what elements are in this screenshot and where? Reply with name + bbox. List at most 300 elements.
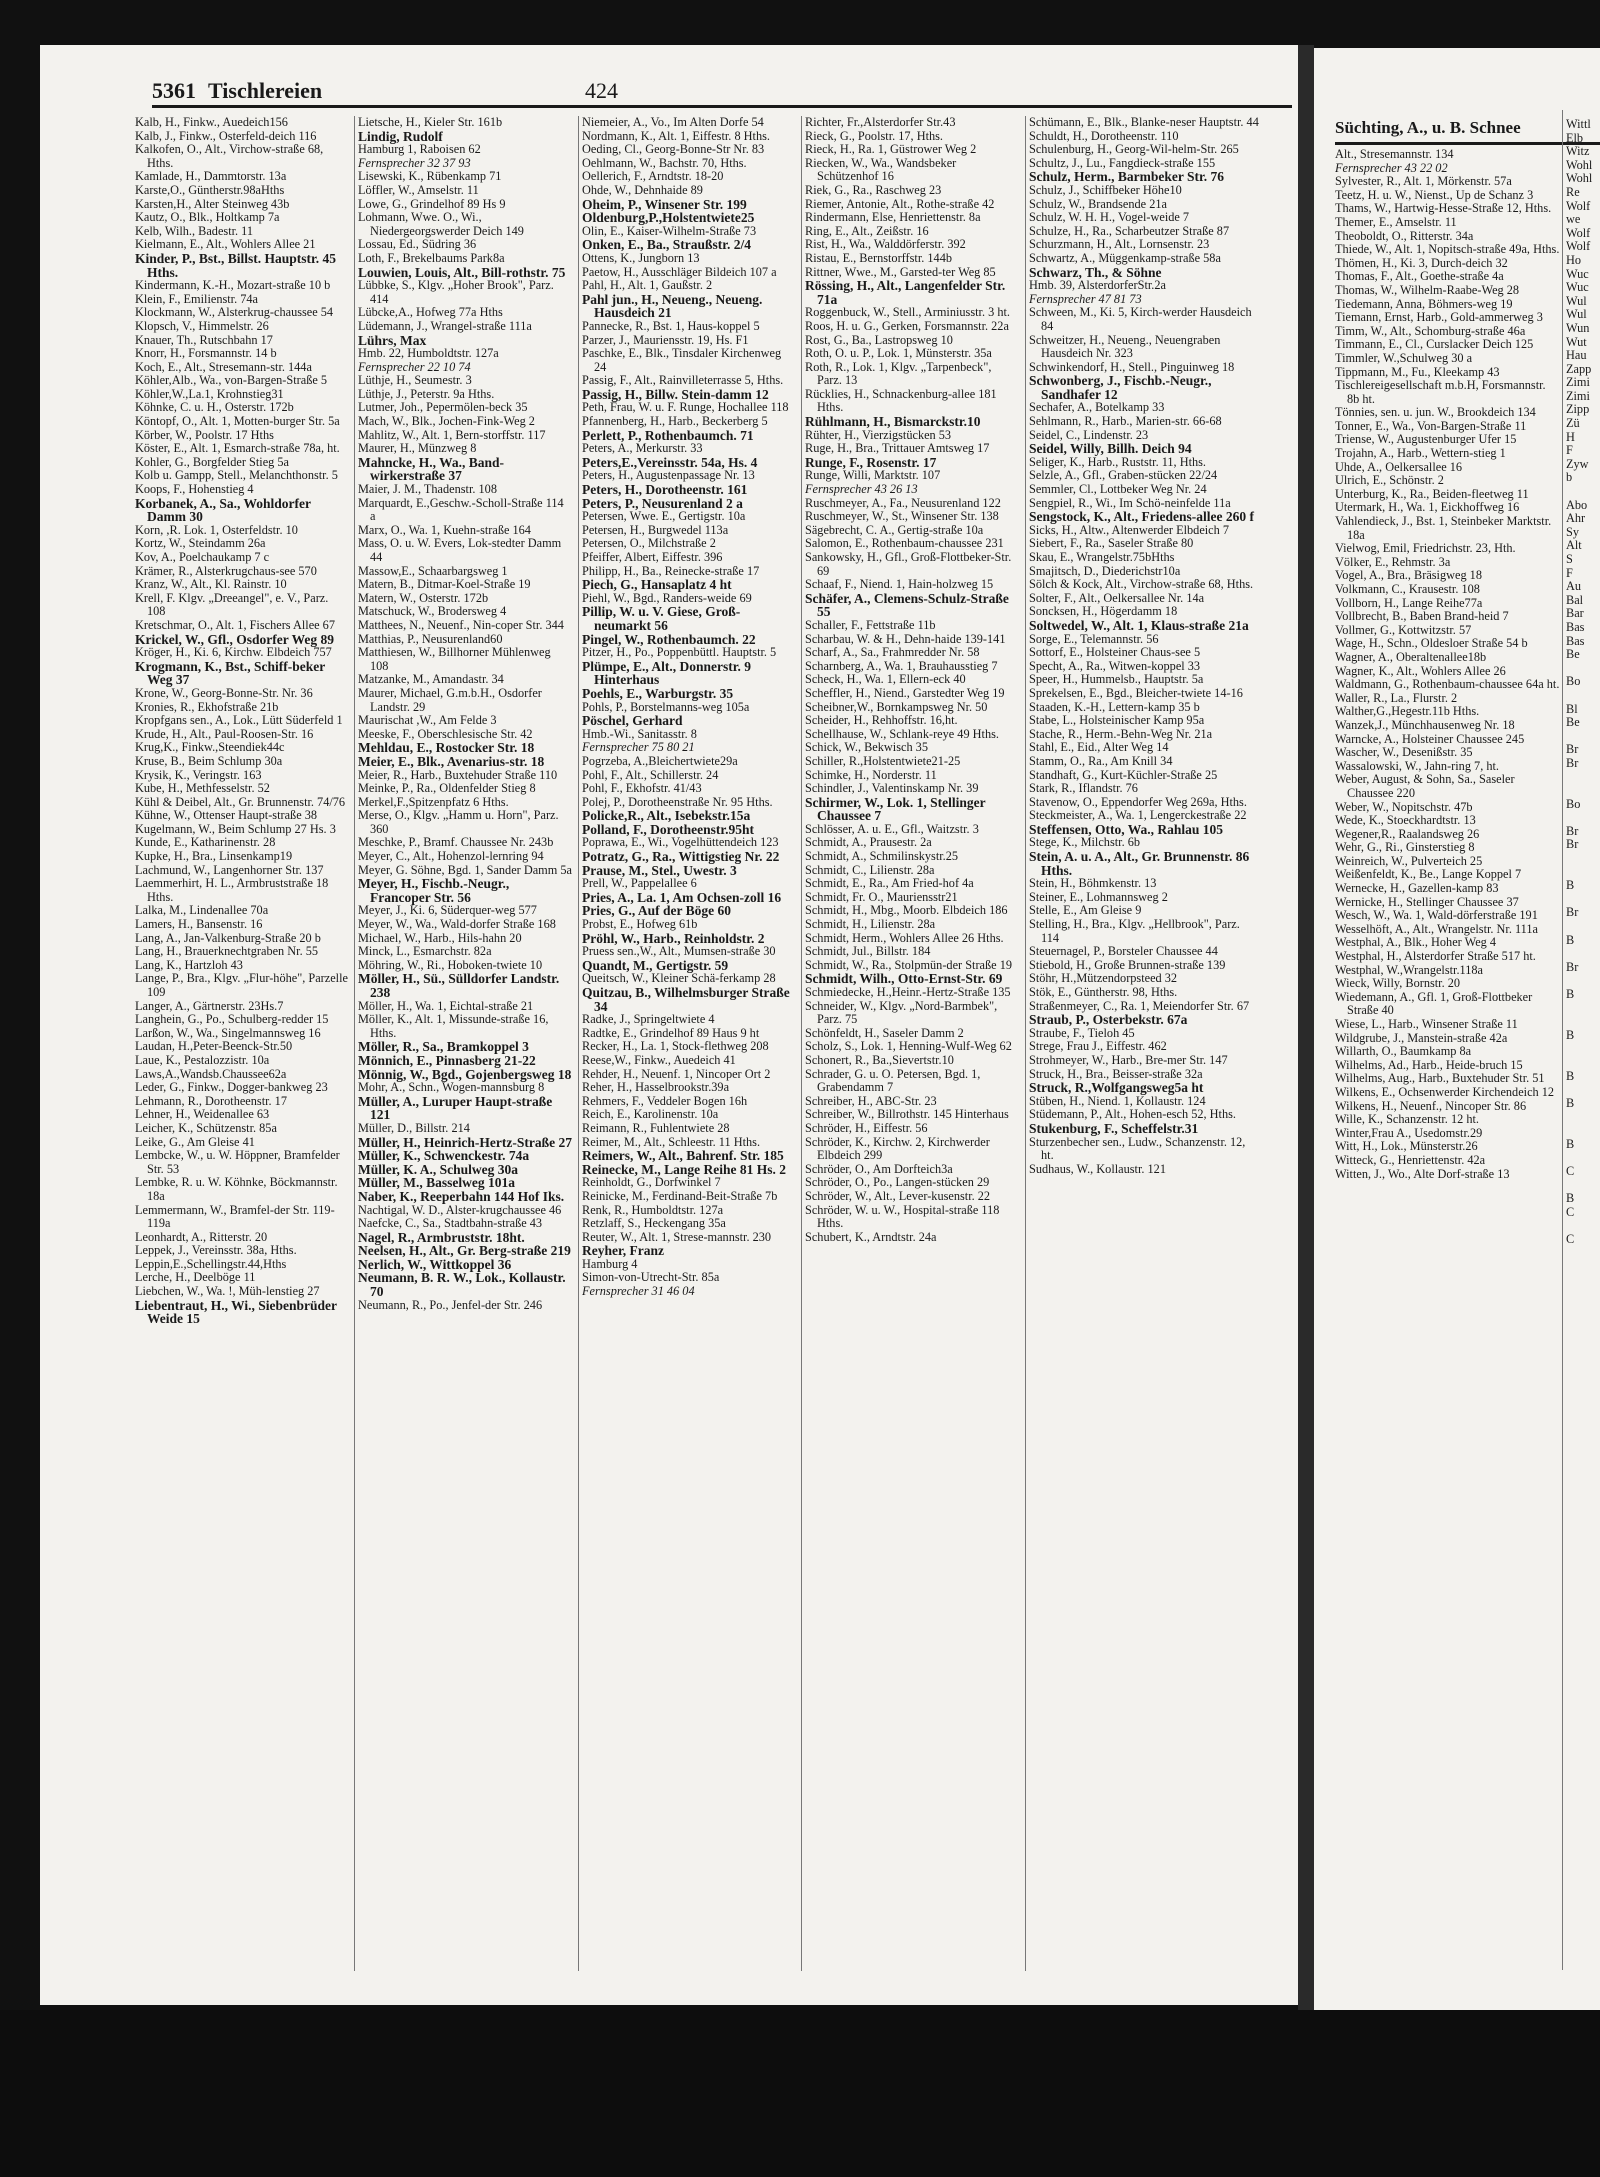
directory-entry-bold: Meyer, H., Fischb.-Neugr., Francoper Str. 56: [358, 876, 510, 905]
directory-entry: Matern, W., Osterstr. 172b: [358, 590, 489, 605]
directory-entry: Probst, E., Hofweg 61b: [582, 917, 698, 932]
directory-entry: Oehlmann, W., Bachstr. 70, Hths.: [582, 155, 747, 170]
directory-entry: Pohls, P., Borstelmanns-weg 105a: [582, 699, 750, 714]
directory-entry-bold: Müller, K. A., Schulweg 30a: [358, 1161, 519, 1177]
directory-entry: Tiedemann, Anna, Böhmers-weg 19: [1335, 296, 1513, 311]
directory-entry: Krug,K., Finkw.,Steendiek44c: [135, 740, 285, 755]
directory-entry: Kalkofen, O., Alt., Virchow-straße 68, Hths.: [135, 142, 324, 170]
directory-entry: Schneider, W., Klgv. „Nord-Barmbek", Parz. 75: [805, 998, 998, 1027]
edge-fragment: Ho: [1566, 252, 1582, 267]
edge-fragment: Br: [1566, 837, 1579, 852]
directory-entry: Ruge, H., Bra., Trittauer Amtsweg 17: [805, 441, 990, 456]
directory-entry: Witt, H., Lok., Münsterstr.26: [1335, 1139, 1478, 1154]
directory-entry: Wesch, W., Wa. 1, Wald-dörferstraße 191: [1335, 908, 1538, 923]
directory-entry: Schaller, F., Fettstraße 11b: [805, 617, 936, 632]
directory-entry: Lossau, Ed., Südring 36: [358, 237, 477, 252]
directory-entry: Sottorf, E., Holsteiner Chaus-see 5: [1029, 645, 1201, 660]
directory-entry: Lohmann, Wwe. O., Wi., Niedergeorgswerder Deich 149: [358, 210, 524, 238]
edge-fragment: S: [1566, 552, 1573, 566]
directory-entry: Vielwog, Emil, Friedrichstr. 23, Hth.: [1335, 541, 1516, 556]
directory-entry-bold: Pillip, W. u. V. Giese, Groß-neumarkt 56: [582, 604, 741, 633]
directory-entry: Sengpiel, R., Wi., Im Schö-neinfelde 11a: [1029, 495, 1231, 510]
edge-fragment: Zimi: [1566, 388, 1590, 403]
edge-fragment: B: [1566, 1027, 1575, 1042]
edge-fragment: Bo: [1566, 796, 1581, 811]
directory-entry: Kronies, R., Ekhofstraße 21b: [135, 699, 279, 714]
directory-entry-bold: Oldenburg,P.,Holstentwiete25: [582, 210, 755, 226]
right-page-column: [1335, 148, 1560, 1968]
directory-entry: Kröger, H., Ki. 6, Kirchw. Elbdeich 757: [135, 645, 332, 660]
directory-entry: Wascher, W., Desenißstr. 35: [1335, 745, 1473, 760]
directory-entry-bold: Rössing, H., Alt., Langenfelder Str. 71a: [805, 278, 1006, 307]
directory-entry: Kunde, E., Katharinenstr. 28: [135, 835, 276, 850]
directory-entry: Langer, A., Gärtnerstr. 23Hs.7: [135, 998, 284, 1013]
right-page-header: Süchting, A., u. B. Schnee: [1335, 118, 1521, 137]
edge-fragment: Wolf: [1566, 239, 1591, 254]
directory-entry: Krude, H., Alt., Paul-Roosen-Str. 16: [135, 726, 314, 741]
directory-entry: Walther,G.,Hegestr.11b Hths.: [1335, 704, 1480, 719]
edge-fragment: Ahr: [1566, 511, 1586, 526]
directory-entry: Lachmund, W., Langenhorner Str. 137: [135, 862, 324, 877]
directory-entry: Kamlade, H., Dammtorstr. 13a: [135, 169, 287, 184]
directory-entry: Schönfeldt, H., Saseler Damm 2: [805, 1025, 964, 1040]
phone-entry: Fernsprecher 22 10 74: [358, 359, 471, 374]
directory-entry: Larßon, W., Wa., Singelmannsweg 16: [135, 1025, 321, 1040]
directory-entry: Stök, E., Güntherstr. 98, Hths.: [1029, 985, 1178, 999]
directory-entry: Ruschmeyer, A., Fa., Neusurenland 122: [805, 495, 1001, 510]
directory-entry: Roggenbuck, W., Stell., Arminiusstr. 3 ht.: [805, 305, 1010, 320]
directory-entry: Standhaft, G., Kurt-Küchler-Straße 25: [1029, 767, 1218, 782]
edge-fragment: [1566, 866, 1600, 880]
directory-entry: Schaaf, F., Niend. 1, Hain-holzweg 15: [805, 577, 994, 592]
directory-entry: Kupke, H., Bra., Linsenkamp19: [135, 849, 293, 864]
directory-entry-bold: Quandt, M., Gertigstr. 59: [582, 957, 729, 973]
directory-entry: Steuernagel, P., Borsteler Chaussee 44: [1029, 944, 1218, 959]
directory-entry: Müller, D., Billstr. 214: [358, 1120, 470, 1135]
directory-entry: Kielmann, E., Alt., Wohlers Allee 21: [135, 237, 316, 252]
directory-entry-bold: Mahncke, H., Wa., Band-wirkerstraße 37: [358, 454, 505, 484]
directory-entry-bold: Steffensen, Otto, Wa., Rahlau 105: [1029, 821, 1224, 837]
directory-entry: Peters, A., Merkurstr. 33: [582, 441, 703, 456]
directory-entry: Schreiber, H., ABC-Str. 23: [805, 1093, 937, 1108]
directory-entry: Steckmeister, A., Wa. 1, Lengerckestraße 22: [1029, 808, 1247, 823]
directory-entry: Ottens, K., Jungborn 13: [582, 250, 700, 265]
edge-fragment: Br: [1566, 755, 1579, 770]
directory-entry-bold: Prause, M., Stel., Uwestr. 3: [582, 862, 737, 878]
directory-entry: Wildgrube, J., Manstein-straße 42a: [1335, 1030, 1508, 1045]
directory-entry: Stüben, H., Niend. 1, Kollaustr. 124: [1029, 1093, 1206, 1108]
directory-entry: Sägebrecht, C. A., Gertig-straße 10a: [805, 522, 984, 537]
directory-entry: Ristau, E., Bernstorffstr. 144b: [805, 250, 952, 265]
directory-entry: Ruschmeyer, W., St., Winsener Str. 138: [805, 509, 999, 524]
directory-entry-bold: Sengstock, K., Alt., Friedens-allee 260 f: [1029, 509, 1254, 525]
directory-entry: Möhring, W., Ri., Hoboken-twiete 10: [358, 957, 543, 972]
directory-entry: Seliger, K., Harb., Ruststr. 11, Hths.: [1029, 454, 1207, 469]
directory-entry: Maurer, H., Münzweg 8: [358, 441, 477, 456]
directory-entry-bold: Mehldau, E., Rostocker Str. 18: [358, 740, 535, 756]
edge-fragment: Re: [1566, 184, 1580, 199]
directory-entry: Straube, F., Tieloh 45: [1029, 1025, 1135, 1040]
directory-entry: Wanzek,J., Münchhausenweg Nr. 18: [1335, 717, 1515, 732]
directory-entry: Utermark, H., Wa. 1, Eickhoffweg 16: [1335, 500, 1520, 515]
directory-entry-bold: Quitzau, B., Wilhelmsburger Straße 34: [582, 985, 790, 1014]
directory-entry-bold: Mönnig, W., Bgd., Gojenbergsweg 18: [358, 1066, 572, 1082]
directory-entry: Schreiber, W., Billrothstr. 145 Hinterhaus: [805, 1107, 1009, 1122]
edge-fragment: Br: [1566, 959, 1579, 974]
directory-entry: Laue, K., Pestalozzistr. 10a: [135, 1052, 270, 1067]
directory-entry: Schmidt, A., Schmilinskystr.25: [805, 849, 959, 864]
directory-entry: Siebert, F., Ra., Saseler Straße 80: [1029, 536, 1194, 551]
edge-fragment: [1566, 1083, 1600, 1097]
directory-entry: Köster, E., Alt. 1, Esmarch-straße 78a, ht.: [135, 441, 340, 456]
directory-entry: Strohmeyer, W., Harb., Bre-mer Str. 147: [1029, 1052, 1228, 1067]
directory-entry: Möller, H., Wa. 1, Eichtal-straße 21: [358, 998, 534, 1013]
directory-entry: Radtke, E., Grindelhof 89 Haus 9 ht: [582, 1025, 760, 1040]
directory-entry: Olin, E., Kaiser-Wilhelm-Straße 73: [582, 223, 757, 238]
directory-entry-bold: Rühlmann, H., Bismarckstr.10: [805, 414, 981, 430]
directory-entry: Kühne, W., Ottenser Haupt-straße 38: [135, 808, 318, 823]
directory-entry: Hmb.-Wi., Sanitasstr. 8: [582, 726, 697, 741]
directory-entry: Kruse, B., Beim Schlump 30a: [135, 753, 283, 768]
edge-fragment: Alt: [1566, 538, 1582, 553]
directory-entry: Waller, R., La., Flurstr. 2: [1335, 690, 1458, 705]
directory-entry-bold: Stukenburg, F., Scheffelstr.31: [1029, 1120, 1199, 1136]
directory-entry: Laudan, H.,Peter-Beenck-Str.50: [135, 1039, 293, 1054]
directory-entry: Tonner, E., Wa., Von-Bargen-Straße 11: [1335, 418, 1527, 433]
directory-entry: Krone, W., Georg-Bonne-Str. Nr. 36: [135, 685, 313, 700]
directory-entry: Piehl, W., Bgd., Randers-weide 69: [582, 590, 752, 605]
directory-entry: Passig, F., Alt., Rainvilleterrasse 5, Hths.: [582, 373, 784, 388]
column-divider: [1025, 116, 1026, 1971]
directory-entry: Timmler, W.,Schulweg 30 a: [1335, 350, 1473, 365]
directory-entry-bold: Kinder, P., Bst., Billst. Hauptstr. 45 Hths.: [135, 250, 337, 280]
directory-entry: Krell, F. Klgv. „Dreeangel", e. V., Parz. 108: [135, 590, 329, 619]
edge-fragment: Bo: [1566, 674, 1581, 689]
directory-entry-bold: Reimers, W., Alt., Bahrenf. Str. 185: [582, 1148, 784, 1164]
directory-entry: Radke, J., Springeltwiete 4: [582, 1012, 715, 1027]
directory-entry: Lübbke, S., Klgv. „Hoher Brook", Parz. 414: [358, 278, 554, 306]
directory-entry: Meier, R., Harb., Buxtehuder Straße 110: [358, 767, 558, 782]
directory-entry: Laemmerhirt, H. L., Armbruststraße 18 Hths.: [135, 876, 329, 904]
directory-entry: Tiemann, Ernst, Harb., Gold-ammerweg 3: [1335, 310, 1543, 325]
directory-entry: Winter,Frau A., Usedomstr.29: [1335, 1125, 1483, 1140]
directory-entry: Rost, G., Ba., Lastropsweg 10: [805, 332, 953, 347]
directory-entry-bold: Neelsen, H., Alt., Gr. Berg-straße 219: [358, 1243, 571, 1259]
directory-entry: Meinke, P., Ra., Oldenfelder Stieg 8: [358, 781, 536, 796]
edge-fragment: [1566, 920, 1600, 934]
edge-fragment: Wohl: [1566, 157, 1593, 172]
directory-entry: Marx, O., Wa. 1, Kuehn-straße 164: [358, 522, 531, 537]
directory-entry: Pohl, F., Ekhofstr. 41/43: [582, 781, 702, 796]
edge-fragment: [1566, 662, 1600, 676]
directory-column-5: [1029, 116, 1259, 1981]
directory-entry: Wehr, G., Ri., Ginsterstieg 8: [1335, 840, 1475, 855]
directory-entry: Schick, W., Bekwisch 35: [805, 740, 928, 755]
directory-entry: Rücklies, H., Schnackenburg-allee 181 Hths.: [805, 386, 997, 415]
directory-entry: Simon-von-Utrecht-Str. 85a: [582, 1270, 720, 1285]
directory-entry: Reese,W., Finkw., Auedeich 41: [582, 1052, 736, 1067]
edge-fragment: Bas: [1566, 633, 1585, 648]
directory-entry: Thömen, H., Ki. 3, Durch-deich 32: [1335, 255, 1508, 270]
directory-entry: Schmidt, Jul., Billstr. 184: [805, 944, 931, 959]
directory-entry-bold: Nagel, R., Armbruststr. 18ht.: [358, 1229, 525, 1245]
directory-entry: Scheffler, H., Niend., Garstedter Weg 19: [805, 685, 1005, 700]
directory-entry: Laws,A.,Wandsb.Chaussee62a: [135, 1066, 287, 1081]
directory-entry: Wage, H., Schn., Oldesloer Straße 54 b: [1335, 636, 1528, 651]
directory-entry: Leike, G., Am Gleise 41: [135, 1134, 255, 1149]
directory-entry: Wilhelms, Aug., Harb., Buxtehuder Str. 51: [1335, 1071, 1545, 1086]
directory-entry: Schweitzer, H., Neueng., Neuengraben Hausdeich Nr. 323: [1029, 332, 1221, 361]
edge-fragment: Hau: [1566, 348, 1587, 363]
directory-entry: Peth, Frau, W. u. F. Runge, Hochallee 118: [582, 400, 789, 415]
directory-entry: Petersen, H., Burgwedel 113a: [582, 522, 729, 537]
directory-entry: Salomon, E., Rothenbaum-chaussee 231: [805, 536, 1004, 551]
directory-entry: Meyer, W., Wa., Wald-dorfer Straße 168: [358, 917, 556, 932]
edge-fragment: Au: [1566, 579, 1582, 594]
directory-entry: Wernicke, H., Stellinger Chaussee 37: [1335, 894, 1519, 909]
edge-fragment: B: [1566, 1190, 1575, 1205]
directory-entry: Strege, Frau J., Eiffestr. 462: [1029, 1039, 1167, 1054]
directory-entry: Koops, F., Hohenstieg 4: [135, 482, 254, 497]
directory-entry: Rindermann, Else, Henriettenstr. 8a: [805, 210, 981, 225]
company-heading: Lührs, Max: [358, 332, 427, 348]
directory-entry: Wilkens, E., Ochsenwerder Kirchendeich 12: [1335, 1084, 1555, 1099]
directory-entry: Wesselhöft, A., Alt., Wrangelstr. Nr. 111a: [1335, 921, 1538, 936]
directory-entry-bold: Perlett, P., Rothenbaumch. 71: [582, 427, 754, 443]
phone-entry: Fernsprecher 43 22 02: [1335, 160, 1448, 175]
directory-entry: Kov, A., Poelchaukamp 7 c: [135, 550, 270, 564]
directory-entry: Sprekelsen, E., Bgd., Bleicher-twiete 14-16: [1029, 685, 1243, 700]
phone-entry: Fernsprecher 47 81 73: [1029, 291, 1142, 306]
phone-entry: Fernsprecher 43 26 13: [805, 482, 918, 497]
directory-entry: Schlösser, A. u. E., Gfl., Waitzstr. 3: [805, 821, 979, 836]
edge-fragment: [1566, 1042, 1600, 1056]
phone-entry: Fernsprecher 32 37 93: [358, 155, 471, 170]
edge-fragment: Zapp: [1566, 361, 1592, 376]
directory-entry: Schmidt, W., Ra., Stolpmün-der Straße 19: [805, 957, 1012, 972]
directory-entry: Wernecke, H., Gazellen-kamp 83: [1335, 881, 1499, 896]
directory-entry: Roth, O. u. P., Lok. 1, Münsterstr. 35a: [805, 346, 992, 361]
directory-entry: Kugelmann, W., Beim Schlump 27 Hs. 3: [135, 821, 336, 836]
directory-entry: Schellhause, W., Schlank-reye 49 Hths.: [805, 726, 999, 741]
edge-fragment: Bl: [1566, 701, 1578, 716]
edge-fragment: Wul: [1566, 307, 1587, 322]
directory-entry-bold: Korbanek, A., Sa., Wohldorfer Damm 30: [135, 495, 311, 525]
directory-entry: Meeske, F., Oberschlesische Str. 42: [358, 726, 533, 741]
directory-entry: Schurzmann, H., Alt., Lornsenstr. 23: [1029, 237, 1210, 252]
directory-entry: Sölch & Kock, Alt., Virchow-straße 68, Hths.: [1029, 577, 1254, 592]
directory-entry: Lüthje, H., Seumestr. 3: [358, 373, 472, 388]
directory-entry: Richter, Fr.,Alsterdorfer Str.43: [805, 116, 956, 129]
directory-entry: Stache, R., Herm.-Behn-Weg Nr. 21a: [1029, 726, 1213, 741]
directory-entry: Roth, R., Lok. 1, Klgv. „Tarpenbeck", Parz. 13: [805, 359, 992, 388]
directory-entry: Lalka, M., Lindenallee 70a: [135, 903, 269, 918]
directory-entry: Runge, Willi, Marktstr. 107: [805, 468, 941, 483]
directory-entry: Karsten,H., Alter Steinweg 43b: [135, 196, 290, 211]
directory-entry: Stöhr, H.,Mützendorpsteed 32: [1029, 971, 1178, 986]
directory-entry: Thams, W., Hartwig-Hesse-Straße 12, Hths.: [1335, 201, 1552, 216]
directory-entry: Thiede, W., Alt. 1, Nopitsch-straße 49a, Hths.: [1335, 242, 1560, 257]
directory-entry: Vogel, A., Bra., Bräsigweg 18: [1335, 568, 1482, 583]
directory-entry-bold: Möller, H., Sü., Sülldorfer Landstr. 238: [358, 971, 560, 1000]
directory-entry: Stamm, O., Ra., Am Knill 34: [1029, 753, 1173, 768]
directory-entry: Kortz, W., Steindamm 26a: [135, 536, 266, 551]
directory-entry: Wiedemann, A., Gfl. 1, Groß-Flottbeker Straße 40: [1335, 989, 1533, 1018]
directory-entry: Kropfgans sen., A., Lok., Lütt Süderfeld 1: [135, 713, 343, 728]
directory-entry: Krysik, K., Veringstr. 163: [135, 767, 262, 782]
directory-entry: Stabe, L., Holsteinischer Kamp 95a: [1029, 713, 1205, 728]
edge-fragment: Br: [1566, 823, 1579, 838]
directory-entry: Schiller, R.,Holstentwiete21-25: [805, 753, 961, 768]
directory-entry: Schulze, H., Ra., Scharbeutzer Straße 87: [1029, 223, 1230, 238]
directory-entry: Lisewski, K., Rübenkamp 71: [358, 169, 502, 184]
scan-background: [0, 2010, 1600, 2177]
directory-entry: Kühl & Deibel, Alt., Gr. Brunnenstr. 74/76: [135, 794, 346, 809]
directory-entry: Renk, R., Humboldtstr. 127a: [582, 1202, 724, 1217]
directory-entry: Meyer, G. Söhne, Bgd. 1, Sander Damm 5a: [358, 862, 572, 877]
page-header-number: 5361: [152, 78, 196, 103]
directory-entry: Pannecke, R., Bst. 1, Haus-koppel 5: [582, 318, 760, 333]
directory-entry: Wiese, L., Harb., Winsener Straße 11: [1335, 1017, 1518, 1031]
directory-entry: Triense, W., Augustenburger Ufer 15: [1335, 432, 1517, 447]
edge-fragment: [1566, 771, 1600, 785]
directory-entry: Semmler, Cl., Lottbeker Weg Nr. 24: [1029, 482, 1207, 497]
directory-entry: Leppek, J., Vereinsstr. 38a, Hths.: [135, 1243, 297, 1258]
directory-entry: Schmidt, H., Mbg., Moorb. Elbdeich 186: [805, 903, 1008, 918]
edge-fragment: [1566, 1002, 1600, 1016]
edge-fragment: Br: [1566, 905, 1579, 920]
directory-entry: Klopsch, V., Himmelstr. 26: [135, 318, 269, 333]
directory-entry: Pruess sen.,W., Alt., Mumsen-straße 30: [582, 944, 776, 959]
directory-entry: Reher, H., Hasselbrookstr.39a: [582, 1080, 730, 1095]
directory-entry-bold: Pingel, W., Rothenbaumch. 22: [582, 631, 756, 647]
directory-entry: Scholz, S., Lok. 1, Henning-Wulf-Weg 62: [805, 1039, 1012, 1054]
directory-entry-bold: Pries, A., La. 1, Am Ochsen-zoll 16: [582, 889, 782, 905]
directory-entry: Sehlmann, R., Harb., Marien-str. 66-68: [1029, 414, 1222, 429]
directory-entry: Lehmann, R., Dorotheenstr. 17: [135, 1093, 287, 1108]
directory-entry: Köhler,Alb., Wa., von-Bargen-Straße 5: [135, 373, 328, 388]
directory-entry: Lamers, H., Bansenstr. 16: [135, 917, 263, 932]
directory-entry: Vollmer, G., Kottwitzstr. 57: [1335, 622, 1472, 637]
edge-fragment: [1566, 1015, 1600, 1029]
directory-entry-bold: Krickel, W., Gfl., Osdorfer Weg 89: [135, 631, 334, 647]
directory-entry: Reimann, R., Fuhlentwiete 28: [582, 1120, 730, 1135]
edge-fragment: Bal: [1566, 592, 1584, 607]
directory-entry: Leder, G., Finkw., Dogger-bankweg 23: [135, 1080, 328, 1095]
directory-entry: Karste,O., Güntherstr.98aHths: [135, 182, 285, 197]
directory-entry-bold: Runge, F., Rosenstr. 17: [805, 454, 937, 470]
edge-fragment: Wittl: [1566, 118, 1591, 131]
directory-entry: Smajitsch, D., Diederichstr10a: [1029, 563, 1181, 578]
directory-entry: Mach, W., Blk., Jochen-Fink-Weg 2: [358, 414, 535, 429]
directory-entry: Kautz, O., Blk., Holtkamp 7a: [135, 210, 280, 225]
directory-entry-bold: Mönnich, E., Pinnasberg 21-22: [358, 1052, 536, 1068]
edge-fragment: Bas: [1566, 619, 1585, 634]
directory-entry: Alt., Stresemannstr. 134: [1335, 148, 1454, 161]
edge-fragment: Elb: [1566, 130, 1584, 145]
directory-entry: Rist, H., Wa., Walddörferstr. 392: [805, 237, 966, 252]
directory-entry: Wille, K., Schanzenstr. 12 ht.: [1335, 1112, 1479, 1127]
directory-entry-bold: Stein, A. u. A., Alt., Gr. Brunnenstr. 86 Hths.: [1029, 849, 1250, 878]
edge-fragment: F: [1566, 565, 1573, 580]
directory-entry: Pahl, H., Alt. 1, Gaußstr. 2: [582, 278, 713, 293]
edge-fragment: [1566, 974, 1600, 988]
directory-entry: Skau, E., Wrangelstr.75bHths: [1029, 550, 1175, 564]
directory-column-3: [582, 116, 796, 1981]
directory-entry: Pfannenberg, H., Harb., Beckerberg 5: [582, 414, 768, 429]
edge-fragment: [1566, 784, 1600, 798]
directory-entry: Kelb, Wilh., Badestr. 11: [135, 223, 254, 238]
edge-fragment: Wolf: [1566, 225, 1591, 240]
directory-entry: Nordmann, K., Alt. 1, Eiffestr. 8 Hths.: [582, 128, 770, 143]
directory-entry: Kretschmar, O., Alt. 1, Fischers Allee 67: [135, 617, 335, 632]
edge-fragment: Be: [1566, 715, 1580, 730]
directory-entry-bold: Peters, P., Neusurenland 2 a: [582, 495, 743, 511]
edge-fragment: [1566, 1151, 1600, 1165]
directory-entry: Körber, W., Poolstr. 17 Hths: [135, 427, 274, 442]
directory-entry: Kolb u. Gampp, Stell., Melanchthonstr. 5: [135, 468, 338, 483]
directory-entry: Rehmers, F., Veddeler Bogen 16h: [582, 1093, 748, 1108]
page-header-category: Tischlereien: [208, 78, 323, 103]
edge-fragment: Wolf: [1566, 198, 1591, 213]
directory-entry-bold: Krogmann, K., Bst., Schiff-beker Weg 37: [135, 658, 326, 688]
directory-entry: Oellerich, F., Arndtstr. 18-20: [582, 169, 724, 184]
directory-entry: Leicher, K., Schützenstr. 85a: [135, 1120, 277, 1135]
directory-entry: Schrader, G. u. O. Petersen, Bgd. 1, Grabendamm 7: [805, 1066, 981, 1095]
directory-entry: Schmidt, H., Lilienstr. 28a: [805, 917, 936, 932]
directory-entry: Westphal, A., Blk., Hoher Weg 4: [1335, 935, 1497, 950]
directory-entry: Maurischat ,W., Am Felde 3: [358, 713, 497, 728]
page-number: 424: [585, 78, 618, 103]
edge-fragment: we: [1566, 212, 1581, 227]
directory-entry: Wagner, K., Alt., Wohlers Allee 26: [1335, 663, 1506, 678]
directory-entry: Stege, K., Milchstr. 6b: [1029, 835, 1141, 850]
directory-entry: Volkmann, C., Krausestr. 108: [1335, 582, 1480, 596]
company-heading: Schwarz, Th., & Söhne: [1029, 264, 1162, 280]
directory-entry: Lehner, H., Weidenallee 63: [135, 1107, 270, 1122]
edge-fragment: C: [1566, 1204, 1575, 1219]
directory-entry-bold: Nerlich, W., Wittkoppel 36: [358, 1256, 512, 1272]
directory-entry: Rühter, H., Vierzigstücken 53: [805, 427, 952, 442]
directory-entry: Schröder, K., Kirchw. 2, Kirchwerder Elbdeich 299: [805, 1134, 990, 1163]
directory-entry: Tischlereigesellschaft m.b.H, Forsmannstr. 8b ht.: [1335, 378, 1546, 406]
edge-fragment: Zipp: [1566, 402, 1590, 417]
directory-entry: Sechafer, A., Botelkamp 33: [1029, 400, 1165, 415]
directory-entry: Schultz, J., Lu., Fangdieck-straße 155: [1029, 155, 1216, 170]
directory-entry: Wegener,R., Raalandsweg 26: [1335, 826, 1480, 841]
directory-entry: Kube, H., Methfesselstr. 52: [135, 781, 270, 796]
directory-entry: Kalb, J., Finkw., Osterfeld-deich 116: [135, 128, 317, 143]
directory-entry: Reich, E., Karolinenstr. 10a: [582, 1107, 719, 1122]
directory-entry: Schmidt, E., Ra., Am Fried-hof 4a: [805, 876, 974, 891]
directory-entry-bold: Schmidt, Wilh., Otto-Ernst-Str. 69: [805, 971, 1003, 987]
directory-entry: Scharnberg, A., Wa. 1, Brauhausstieg 7: [805, 658, 998, 673]
edge-fragment: Wun: [1566, 320, 1590, 335]
directory-entry: Weber, August, & Sohn, Sa., Saseler Chaussee 220: [1335, 772, 1515, 800]
phone-entry: Fernsprecher 75 80 21: [582, 740, 695, 755]
directory-entry: Schröder, W. u. W., Hospital-straße 118 Hths.: [805, 1202, 1000, 1231]
directory-entry: Meyer, C., Alt., Hohenzol-lernring 94: [358, 849, 544, 864]
directory-entry: Hmb. 22, Humboldtstr. 127a: [358, 346, 499, 361]
directory-entry: Schubert, K., Arndtstr. 24a: [805, 1229, 937, 1244]
directory-entry: Westphal, H., Alsterdorfer Straße 517 ht.: [1335, 949, 1536, 964]
directory-entry: Mohr, A., Schn., Wogen-mannsburg 8: [358, 1080, 545, 1095]
directory-entry-bold: Onken, E., Ba., Straußstr. 2/4: [582, 237, 752, 253]
directory-entry-bold: Schäfer, A., Clemens-Schulz-Straße 55: [805, 590, 1009, 620]
directory-entry: Willarth, O., Baumkamp 8a: [1335, 1044, 1472, 1059]
directory-entry: Schümann, E., Blk., Blanke-neser Hauptstr. 44: [1029, 116, 1259, 129]
edge-fragment: [1566, 852, 1600, 866]
